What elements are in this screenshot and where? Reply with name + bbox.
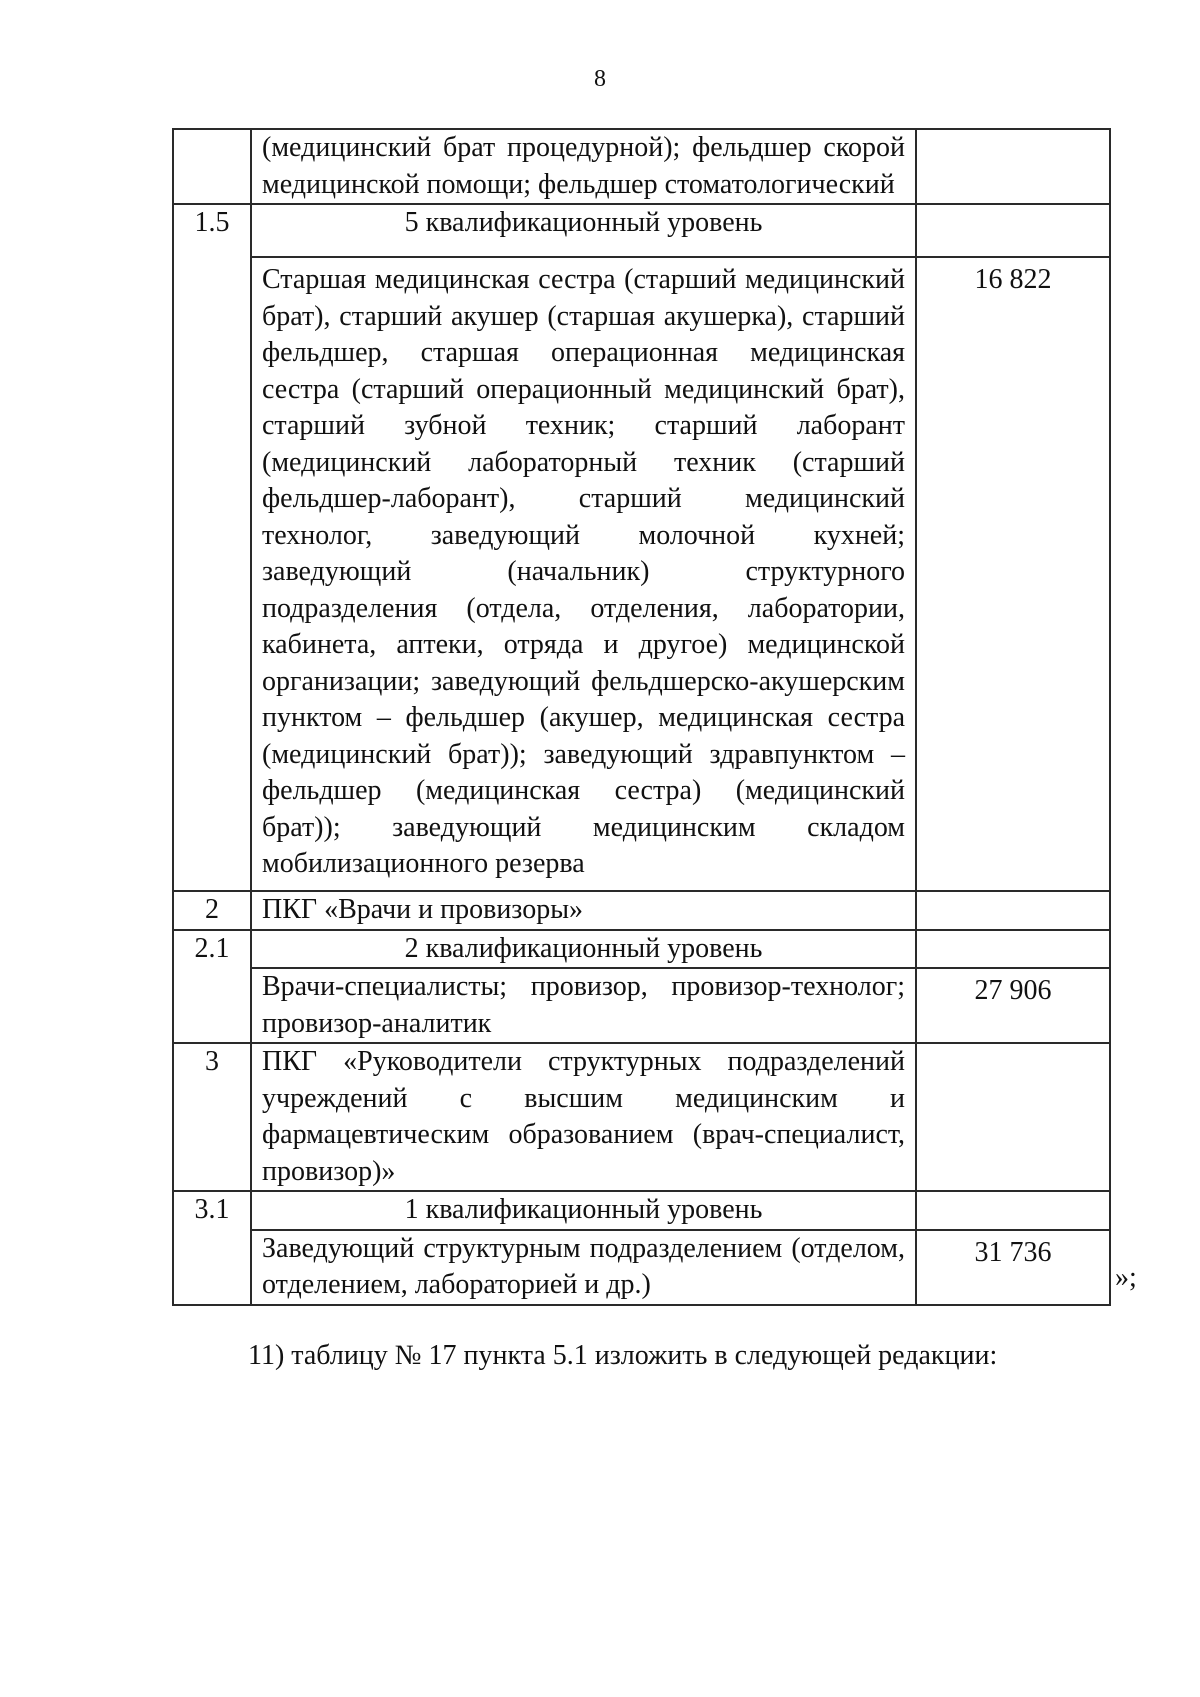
salary-cell: 16 822 [916,257,1110,891]
table-row [173,204,1110,257]
salary-cell [916,930,1110,969]
salary-cell [916,891,1110,930]
salary-cell [916,1043,1110,1191]
table-row [173,1043,1110,1191]
closing-quote: »; [1115,1262,1137,1293]
qualification-level-cell: 2 квалификационный уровень [251,930,916,969]
row-number-cell: 3.1 [173,1191,251,1305]
group-title-cell: ПКГ «Врачи и провизоры» [251,891,916,930]
table-row [173,891,1110,930]
row-number-cell [173,129,251,204]
table-row [173,257,1110,891]
qualification-level-cell: 1 квалификационный уровень [251,1191,916,1230]
salary-cell [916,1191,1110,1230]
position-text-cell: Старшая медицинская сестра (старший медицинский брат), старший акушер (старшая акушерка), старший фельдшер, старшая операционная медицинская сестра (старший операционный медицинский брат), старший зубной техник; старший лаборант (медицинский лабораторный техник (старший фельдшер-лаборант), старший медицинский технолог, заведующий молочной кухней; заведующий (начальник) структурного подразделения (отдела, отделения, лаборатории, кабинета, аптеки, отряда и другое) медицинской организации; заведующий фельдшерско-акушерским пунктом – фельдшер (акушер, медицинская сестра (медицинский брат)); заведующий здравпунктом – фельдшер (медицинская сестра) (медицинский брат)); заведующий медицинским складом мобилизационного резерва [251,257,916,891]
row-number-cell: 2.1 [173,930,251,1044]
row-number-cell: 2 [173,891,251,930]
table-row [173,1230,1110,1305]
position-text-cell: Заведующий структурным подразделением (отделом, отделением, лабораторией и др.) [251,1230,916,1305]
salary-cell [916,129,1110,204]
table-row [173,930,1110,969]
position-text-cell: Врачи-специалисты; провизор, провизор-технолог; провизор-аналитик [251,968,916,1043]
qualification-level-cell: 5 квалификационный уровень [251,204,916,257]
position-text-cell: (медицинский брат процедурной); фельдшер скорой медицинской помощи; фельдшер стоматологический [251,129,916,204]
row-number-cell: 3 [173,1043,251,1191]
page-number: 8 [594,66,606,92]
amendment-instruction: 11) таблицу № 17 пункта 5.1 изложить в следующей редакции: [248,1340,998,1371]
salary-cell: 31 736 [916,1230,1110,1305]
salary-cell: 27 906 [916,968,1110,1043]
group-title-cell: ПКГ «Руководители структурных подразделений учреждений с высшим медицинским и фармацевтическим образованием (врач-специалист, провизор)» [251,1043,916,1191]
table-row [173,1191,1110,1230]
table-row [173,968,1110,1043]
row-number-cell: 1.5 [173,204,251,891]
salary-table [172,128,1111,1306]
salary-cell [916,204,1110,257]
table-row [173,129,1110,204]
